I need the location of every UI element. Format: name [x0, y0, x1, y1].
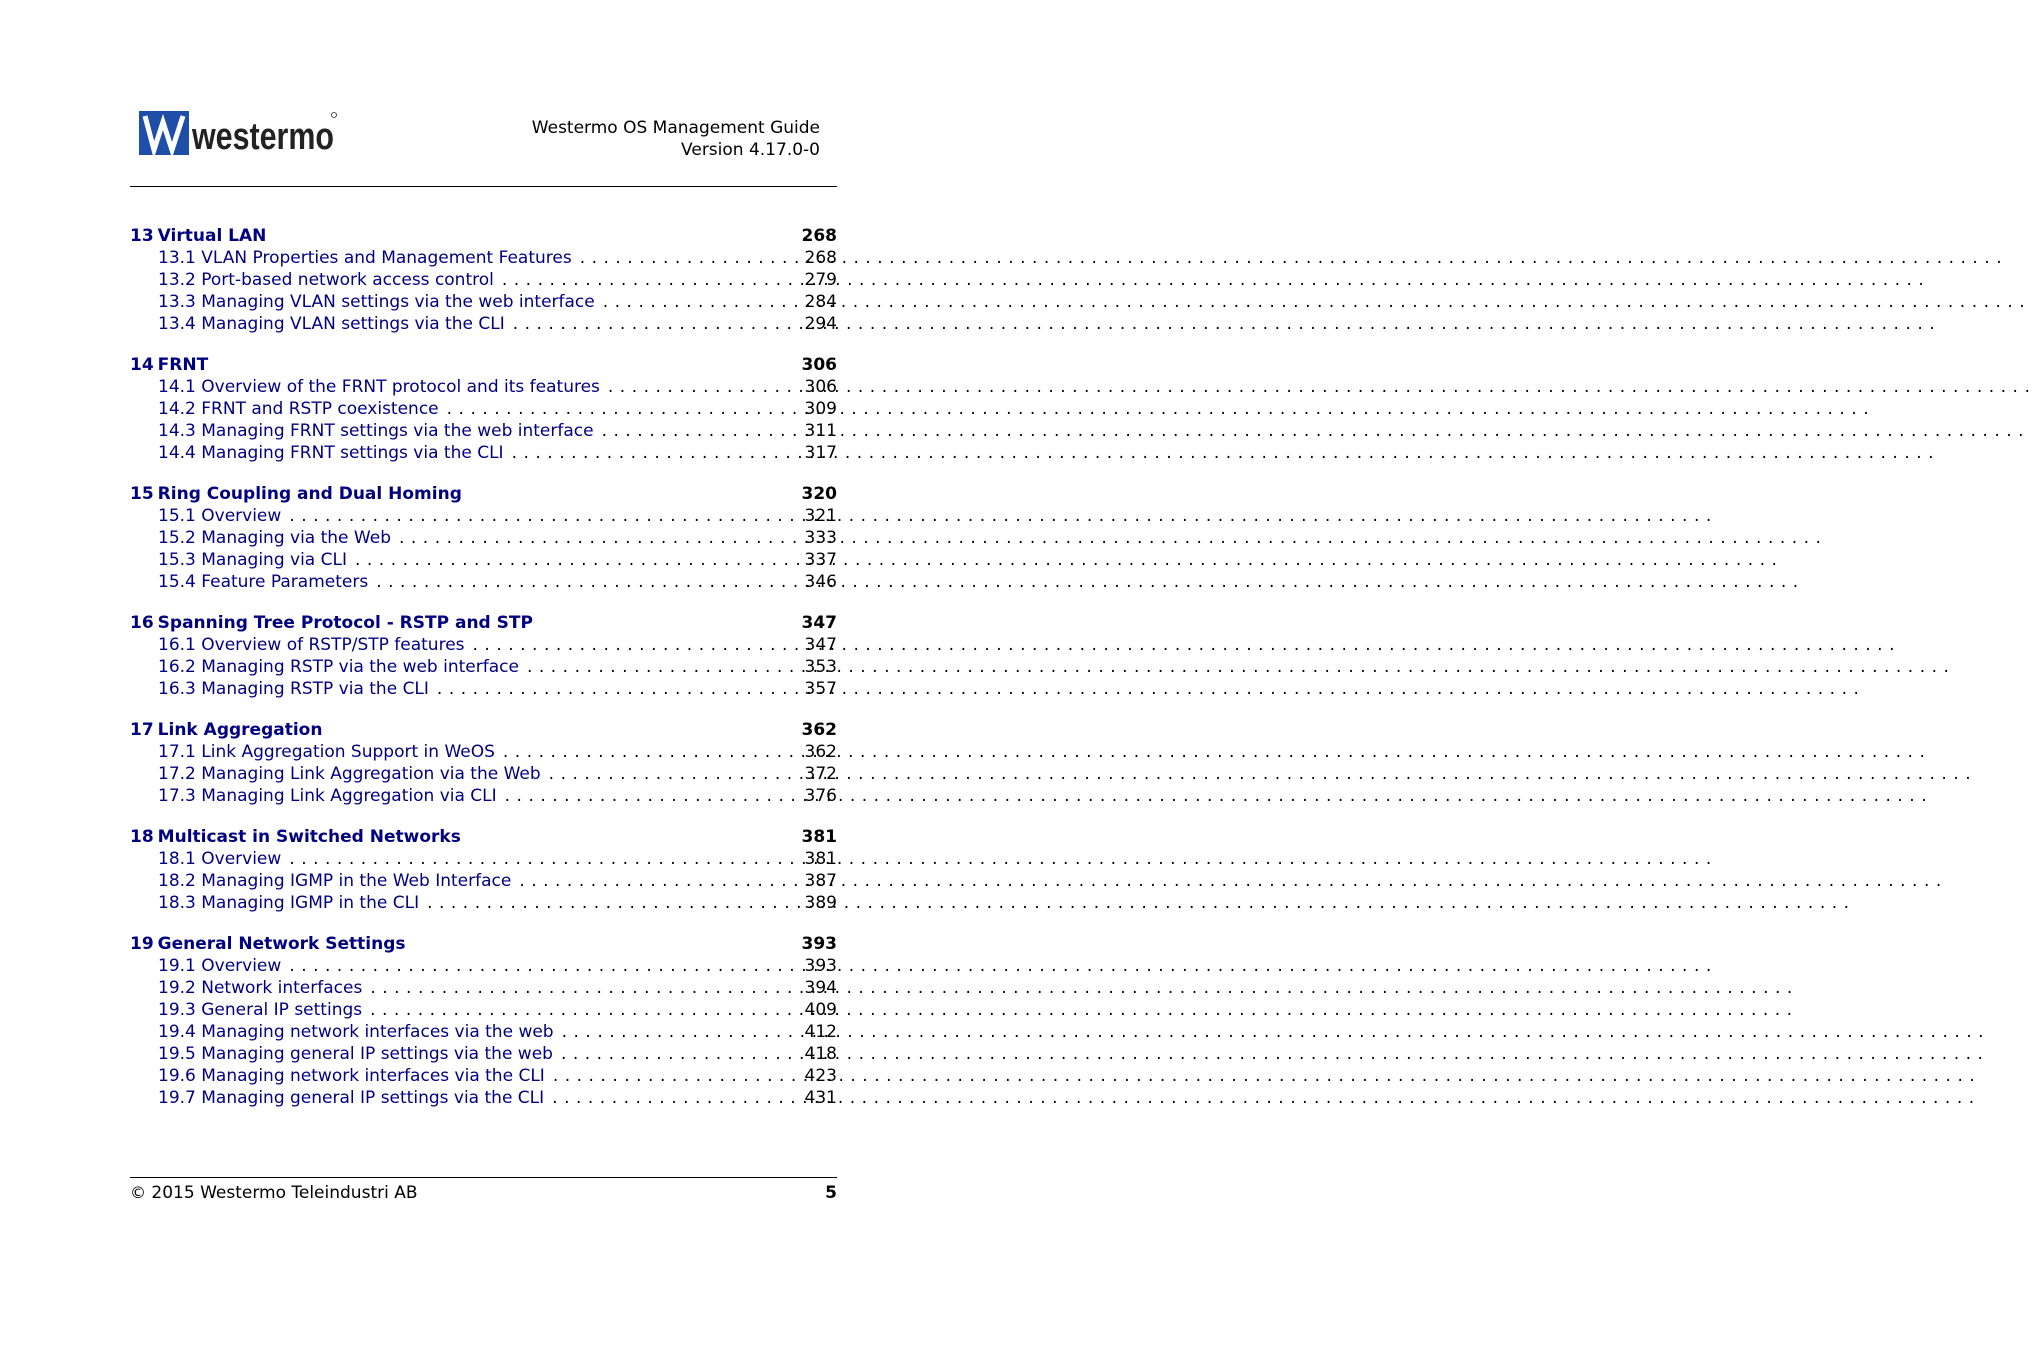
toc-chapter-title [130, 826, 461, 848]
toc-section-title: 13.2 Port-based network access control [158, 270, 494, 290]
copyright-text: 2015 Westermo Teleindustri AB [151, 1183, 418, 1203]
toc-section-link[interactable] [130, 656, 837, 678]
toc-section-page: 337 [804, 550, 837, 570]
document-header [532, 117, 820, 161]
toc-section-link[interactable] [130, 763, 837, 785]
toc-leader-dots [399, 527, 777, 549]
toc-section-page: 346 [804, 572, 837, 592]
toc-section-link[interactable] [130, 678, 837, 700]
toc-chapter-title [130, 354, 208, 376]
toc-section-link[interactable] [130, 1065, 837, 1087]
toc-leader-dots [437, 678, 777, 700]
toc-leader-dots [289, 505, 777, 527]
toc-leader-dots [549, 763, 777, 785]
footer-copyright [130, 1182, 418, 1204]
toc-section-title: 13.4 Managing VLAN settings via the CLI [158, 314, 505, 334]
toc-section-link[interactable] [130, 398, 837, 420]
toc-section-link[interactable] [130, 634, 837, 656]
toc-section-link[interactable] [130, 999, 837, 1021]
toc-section-title: 19.4 Managing network interfaces via the web [158, 1022, 554, 1042]
toc-chapter-page: 347 [801, 613, 837, 633]
toc-chapter-page: 393 [801, 934, 837, 954]
toc-chapter-title [130, 933, 406, 955]
toc-section-title: 19.3 General IP settings [158, 1000, 363, 1020]
guide-title: Westermo OS Management Guide [531, 118, 820, 138]
toc-chapter-title [130, 612, 533, 634]
toc-chapter-link[interactable] [130, 483, 837, 505]
toc-section-page: 387 [804, 871, 837, 891]
header-divider [130, 186, 837, 187]
toc-chapter-name: Multicast in Switched Networks [157, 827, 461, 847]
toc-leader-dots [519, 870, 777, 892]
toc-section-page: 389 [804, 893, 837, 913]
toc-leader-dots [370, 977, 777, 999]
toc-section-link[interactable] [130, 376, 837, 398]
toc-chapter-name: FRNT [157, 355, 209, 375]
toc-chapter-number: 14 [130, 355, 154, 375]
page-number: 5 [825, 1183, 837, 1203]
toc-leader-dots [447, 398, 777, 420]
toc-section-link[interactable] [130, 313, 837, 335]
toc-section-link[interactable] [130, 870, 837, 892]
toc-section-link[interactable] [130, 420, 837, 442]
toc-section-page: 279 [804, 270, 837, 290]
toc-leader-dots [603, 291, 777, 313]
copyright-icon: © [130, 1183, 146, 1202]
toc-leader-dots [561, 1043, 777, 1065]
toc-chapter-number: 19 [130, 934, 154, 954]
toc-chapter-page: 381 [801, 827, 837, 847]
toc-chapter-link[interactable] [130, 826, 837, 848]
toc-section-title: 19.6 Managing network interfaces via the CLI [158, 1066, 545, 1086]
toc-leader-dots [553, 1065, 777, 1087]
toc-chapter-number: 18 [130, 827, 154, 847]
toc-section-title: 14.2 FRNT and RSTP coexistence [158, 399, 439, 419]
toc-chapter-link[interactable] [130, 933, 837, 955]
toc-chapter [130, 933, 837, 1109]
toc-section-title: 17.3 Managing Link Aggregation via CLI [158, 786, 497, 806]
guide-version: Version 4.17.0-0 [681, 140, 820, 160]
toc-chapter-number: 16 [130, 613, 154, 633]
toc-chapter-number: 13 [130, 226, 154, 246]
toc-section-title: 16.1 Overview of RSTP/STP features [158, 635, 465, 655]
toc-section-link[interactable] [130, 785, 837, 807]
toc-section-title: 15.4 Feature Parameters [158, 572, 369, 592]
toc-section-link[interactable] [130, 955, 837, 977]
toc-section-page: 268 [804, 248, 837, 268]
toc-chapter-page: 320 [801, 484, 837, 504]
toc-section-page: 376 [804, 786, 837, 806]
toc-leader-dots [503, 741, 777, 763]
toc-section-title: 17.1 Link Aggregation Support in WeOS [158, 742, 495, 762]
toc-section-page: 418 [804, 1044, 837, 1064]
toc-section-page: 333 [804, 528, 837, 548]
toc-section-title: 19.2 Network interfaces [158, 978, 363, 998]
toc-section-title: 16.2 Managing RSTP via the web interface [158, 657, 519, 677]
logo-wordmark: westermo [191, 116, 334, 158]
toc-leader-dots [502, 269, 777, 291]
westermo-logo [139, 110, 339, 158]
toc-leader-dots [552, 1087, 777, 1109]
toc-chapter-title [130, 719, 322, 741]
toc-section-page: 317 [804, 443, 837, 463]
toc-chapter-name: Spanning Tree Protocol - RSTP and STP [157, 613, 533, 633]
toc-section-title: 18.2 Managing IGMP in the Web Interface [158, 871, 512, 891]
toc-chapter-link[interactable] [130, 612, 837, 634]
toc-section-link[interactable] [130, 892, 837, 914]
toc-section-title: 13.3 Managing VLAN settings via the web interface [158, 292, 595, 312]
toc-section-title: 18.1 Overview [158, 849, 282, 869]
toc-chapter-title [130, 483, 462, 505]
toc-leader-dots [473, 634, 777, 656]
toc-section-page: 412 [804, 1022, 837, 1042]
toc-leader-dots [289, 848, 777, 870]
toc-chapter-link[interactable] [130, 225, 837, 247]
toc-chapter [130, 354, 837, 464]
toc-chapter-name: Ring Coupling and Dual Homing [157, 484, 462, 504]
toc-section-link[interactable] [130, 247, 837, 269]
toc-chapter-name: Link Aggregation [157, 720, 323, 740]
toc-leader-dots [505, 785, 777, 807]
toc-section-title: 15.1 Overview [158, 506, 282, 526]
toc-leader-dots [355, 549, 777, 571]
toc-section-title: 14.3 Managing FRNT settings via the web interface [158, 421, 594, 441]
toc-section-title: 17.2 Managing Link Aggregation via the Web [158, 764, 541, 784]
toc-chapter [130, 612, 837, 700]
toc-chapter-name: Virtual LAN [157, 226, 267, 246]
toc-leader-dots [512, 442, 777, 464]
toc-section-link[interactable] [130, 571, 837, 593]
toc-section-link[interactable] [130, 527, 837, 549]
toc-section-page: 362 [804, 742, 837, 762]
toc-section-link[interactable] [130, 505, 837, 527]
toc-leader-dots [513, 313, 777, 335]
toc-section-title: 19.1 Overview [158, 956, 282, 976]
toc-chapter [130, 483, 837, 593]
toc-section-link[interactable] [130, 549, 837, 571]
footer-divider [130, 1177, 837, 1178]
toc-chapter-number: 15 [130, 484, 154, 504]
toc-section-page: 357 [804, 679, 837, 699]
toc-section-link[interactable] [130, 442, 837, 464]
toc-leader-dots [608, 376, 777, 398]
toc-leader-dots [370, 999, 777, 1021]
toc-section-page: 284 [804, 292, 837, 312]
toc-section-title: 15.3 Managing via CLI [158, 550, 347, 570]
table-of-contents [130, 225, 837, 1128]
toc-section-title: 19.7 Managing general IP settings via the CLI [158, 1088, 545, 1108]
toc-section-title: 19.5 Managing general IP settings via the web [158, 1044, 553, 1064]
toc-section-link[interactable] [130, 1087, 837, 1109]
toc-section-title: 16.3 Managing RSTP via the CLI [158, 679, 429, 699]
toc-chapter [130, 225, 837, 335]
toc-leader-dots [527, 656, 777, 678]
toc-section-page: 394 [804, 978, 837, 998]
toc-chapter-name: General Network Settings [157, 934, 406, 954]
toc-section-page: 309 [804, 399, 837, 419]
toc-chapter-link[interactable] [130, 354, 837, 376]
toc-section-title: 13.1 VLAN Properties and Management Features [158, 248, 572, 268]
toc-chapter [130, 826, 837, 914]
toc-chapter-title [130, 225, 266, 247]
toc-section-link[interactable] [130, 977, 837, 999]
toc-section-page: 306 [804, 377, 837, 397]
toc-leader-dots [427, 892, 777, 914]
toc-leader-dots [602, 420, 777, 442]
toc-section-page: 393 [804, 956, 837, 976]
toc-section-page: 381 [804, 849, 837, 869]
toc-section-title: 15.2 Managing via the Web [158, 528, 391, 548]
toc-section-page: 353 [804, 657, 837, 677]
toc-chapter-page: 306 [801, 355, 837, 375]
toc-section-link[interactable] [130, 291, 837, 313]
toc-section-page: 311 [804, 421, 837, 441]
toc-leader-dots [289, 955, 777, 977]
toc-section-link[interactable] [130, 1043, 837, 1065]
toc-section-title: 18.3 Managing IGMP in the CLI [158, 893, 420, 913]
toc-section-link[interactable] [130, 1021, 837, 1043]
toc-section-link[interactable] [130, 741, 837, 763]
toc-leader-dots [562, 1021, 777, 1043]
toc-section-page: 423 [804, 1066, 837, 1086]
toc-chapter [130, 719, 837, 807]
toc-section-page: 321 [804, 506, 837, 526]
toc-chapter-page: 362 [801, 720, 837, 740]
toc-section-link[interactable] [130, 269, 837, 291]
toc-section-page: 294 [804, 314, 837, 334]
toc-section-page: 409 [804, 1000, 837, 1020]
toc-section-title: 14.1 Overview of the FRNT protocol and its features [158, 377, 600, 397]
toc-section-page: 347 [804, 635, 837, 655]
toc-leader-dots [580, 247, 777, 269]
toc-chapter-link[interactable] [130, 719, 837, 741]
toc-section-page: 431 [804, 1088, 837, 1108]
toc-chapter-number: 17 [130, 720, 154, 740]
toc-section-link[interactable] [130, 848, 837, 870]
toc-leader-dots [376, 571, 777, 593]
toc-section-title: 14.4 Managing FRNT settings via the CLI [158, 443, 504, 463]
toc-section-page: 372 [804, 764, 837, 784]
toc-chapter-page: 268 [801, 226, 837, 246]
